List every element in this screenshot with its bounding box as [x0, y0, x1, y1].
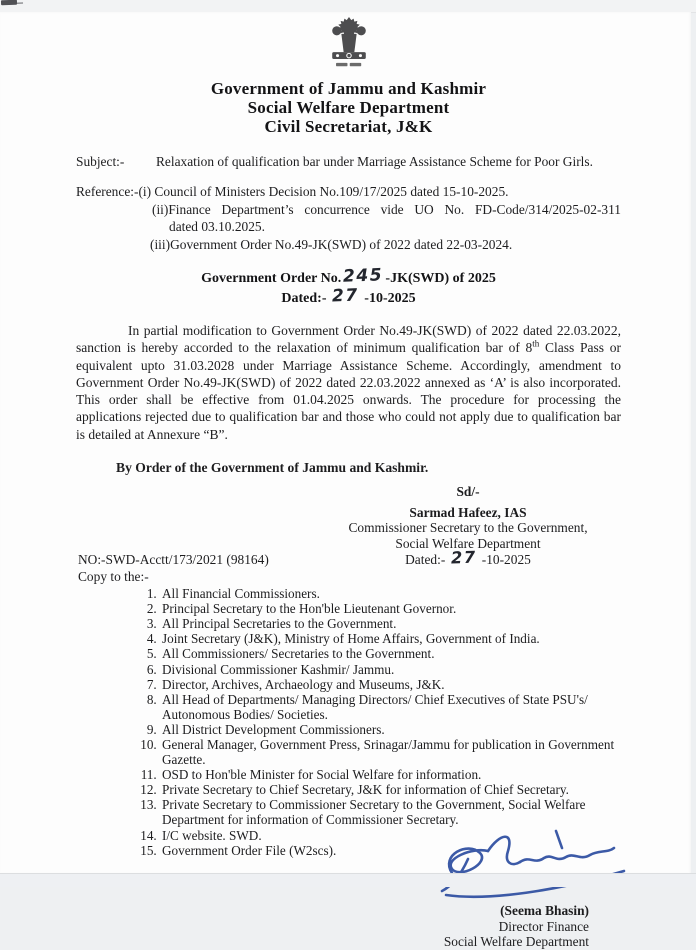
signatory-designation-1: Commissioner Secretary to the Government, [348, 520, 588, 536]
copy-list-item: 12. Private Secretary to Chief Secretary, J&K for information of Chief Secretary. [160, 782, 621, 797]
state-emblem-of-india-icon [326, 14, 372, 77]
final-signatory-name: (Seema Bhasin) [500, 903, 589, 919]
letterhead [76, 79, 621, 136]
copy-list-item: 1. All Financial Commissioners. [160, 586, 621, 601]
subject-row [76, 153, 621, 170]
letterhead-line-3: Civil Secretariat, J&K [264, 117, 433, 136]
order-heading [76, 265, 621, 308]
copy-list-item: 3. All Principal Secretaries to the Government. [160, 616, 621, 631]
document-paper [0, 12, 691, 950]
copy-list-item: 2. Principal Secretary to the Hon'ble Lieutenant Governor. [160, 601, 621, 616]
sd-line: Sd/- [456, 484, 480, 500]
order-dated-line [76, 285, 621, 308]
signatory-row [76, 484, 621, 568]
order-number-suffix: -JK(SWD) of 2025 [385, 271, 496, 286]
copy-list-item: 4. Joint Secretary (J&K), Ministry of Home Affairs, Government of India. [160, 631, 621, 646]
by-order-line: By Order of the Government of Jammu and Kashmir. [116, 460, 429, 476]
copy-list-item: 6. Divisional Commissioner Kashmir/ Jammu. [160, 662, 621, 677]
order-dated-day-handwritten: 27 [331, 285, 360, 307]
scan-corner-artifact [1, 0, 17, 5]
reference-block [76, 183, 621, 253]
body-text-2: Class Pass or equivalent upto 31.03.2028 under Marriage Assistance Scheme. Accordingly, amendment to Government Order No.49-JK(SWD) of 2022 dated 22.03.2022 annexed as ‘A’ is also incorporated. This order shall be effective from 01.04.2025 onwards. The procedure for processing the applications rejected due to qualification bar and those who could not apply due to qualification bar is detailed at Annexure “B”. [76, 340, 621, 442]
order-dated-suffix: -10-2025 [364, 291, 416, 306]
copy-list-item: 7. Director, Archives, Archaeology and Museums, J&K. [160, 677, 621, 692]
final-signatory-title-1: Director Finance [498, 918, 589, 934]
copy-list-item: 10. General Manager, Government Press, Srinagar/Jammu for publication in Government Gazette. [160, 737, 621, 767]
copy-to-list [76, 586, 621, 858]
reference-line: dated 03.10.2025. [169, 219, 265, 234]
issue-dated-line [343, 548, 593, 568]
signatory-block [343, 484, 593, 568]
body-text-1: In partial modification to Government Order No.49-JK(SWD) of 2022 dated 22.03.2022, sanction is hereby accorded to the relaxation of minimum qualification bar of 8 [76, 323, 621, 356]
final-signatory-title-2: Social Welfare Department [443, 934, 589, 950]
signatory-designation-2: Social Welfare Department [395, 535, 541, 551]
reference-line: Reference:-(i) Council of Ministers Decision No.109/17/2025 dated 15-10-2025. [76, 184, 509, 199]
copy-list-item: 13. Private Secretary to Commissioner Secretary to the Government, Social Welfare Department for information of Commissioner Secretary. [160, 797, 621, 827]
copy-list-item: 9. All District Development Commissioners. [160, 722, 621, 737]
scan-bottom-edge [0, 873, 696, 887]
subject-label: Subject:- [76, 154, 125, 169]
copy-list-item: 5. All Commissioners/ Secretaries to the Government. [160, 646, 621, 661]
order-dated-prefix: Dated:- [281, 291, 327, 306]
copy-list-item: 11. OSD to Hon'ble Minister for Social Welfare for information. [160, 767, 621, 782]
order-number-handwritten: 245 [342, 265, 384, 287]
signatory-name: Sarmad Hafeez, IAS [409, 504, 527, 520]
order-body-paragraph [76, 322, 621, 443]
reference-line: (ii)Finance Department’s concurrence vide UO No. FD-Code/314/2025-02-311 [152, 201, 621, 217]
issue-dated-suffix: -10-2025 [481, 552, 531, 568]
letterhead-line-1: Government of Jammu and Kashmir [210, 79, 487, 98]
copy-list-item: 8. All Head of Departments/ Managing Directors/ Chief Executives of State PSU's/ Autonomous Bodies/ Societies. [160, 692, 621, 722]
copy-list-item: 15. Government Order File (W2scs). [160, 843, 621, 858]
reference-line: (iii)Government Order No.49-JK(SWD) of 2022 dated 22-03-2024. [150, 236, 513, 252]
subject-text: Relaxation of qualification bar under Marriage Assistance Scheme for Poor Girls. [156, 154, 593, 169]
issue-dated-day-handwritten: 27 [450, 548, 477, 568]
body-superscript: th [532, 338, 540, 349]
letterhead-line-2: Social Welfare Department [247, 98, 450, 117]
copy-list-item: 14. I/C website. SWD. [160, 828, 621, 843]
file-number: NO:-SWD-Acctt/173/2021 (98164) [78, 552, 269, 568]
copy-to-label: Copy to the:- [78, 569, 149, 585]
order-number-prefix: Government Order No. [201, 271, 342, 286]
issue-dated-prefix: Dated:- [405, 552, 446, 568]
